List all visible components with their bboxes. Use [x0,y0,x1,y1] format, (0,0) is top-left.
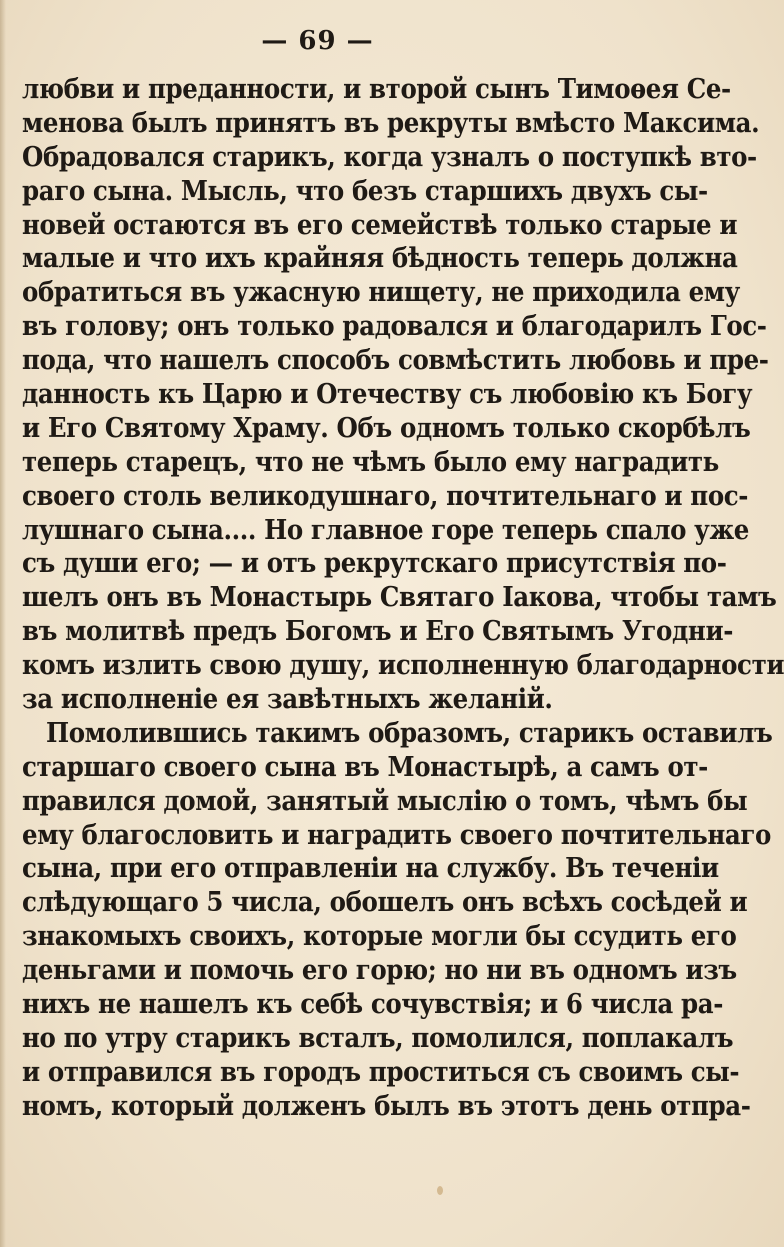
text-line: и Его Святому Храму. Объ одномъ только скорбѣлъ [22,411,751,444]
text-line: Обрадовался старикъ, когда узналъ о поступкѣ вто- [22,140,757,173]
paper-spot [437,1186,443,1195]
text-line: и отправился въ городъ проститься съ своимъ сы- [22,1055,740,1088]
text-line: старшаго своего сына въ Монастырѣ, а самъ от- [22,750,708,783]
body-text [22,72,784,1123]
paragraph-2 [22,716,773,1123]
text-line: любви и преданности, и второй сынъ Тимоѳея Се- [22,72,731,105]
text-line: менова былъ принятъ въ рекруты вмѣсто Максима. [22,106,760,139]
text-line: въ молитвѣ предъ Богомъ и Его Святымъ Угодни- [22,614,733,647]
text-line: лушнаго сына.... Но главное горе теперь спало уже [22,513,749,545]
text-line: комъ излить свою душу, исполненную благодарности [22,648,784,681]
text-line: обратиться въ ужасную нищету, не приходила ему [22,275,740,308]
text-line: съ души его; — и отъ рекрутскаго присутствія по- [22,546,727,579]
page-edge-shadow [0,0,6,1247]
text-line: теперь старецъ, что не чѣмъ было ему наградить [22,445,719,478]
text-line: пода, что нашелъ способъ совмѣстить любовь и пре- [22,343,769,376]
text-line: правился домой, занятый мыслію о томъ, чѣмъ бы [22,784,748,817]
text-line: сына, при его отправленіи на службу. Въ теченіи [22,851,719,884]
page-number: — 69 — [261,26,374,56]
text-line: въ голову; онъ только радовался и благодарилъ Гос- [22,309,767,342]
text-line: Помолившись такимъ образомъ, старикъ оставилъ [46,716,773,749]
text-line: за исполненіе ея завѣтныхъ желаній. [22,682,553,715]
text-line: номъ, который долженъ былъ въ этотъ день отпра- [22,1089,751,1122]
text-line: знакомыхъ своихъ, которые могли бы ссудить его [22,919,737,952]
text-line: шелъ онъ въ Монастырь Святаго Іакова, чтобы тамъ [22,580,777,613]
text-line: но по утру старикъ всталъ, помолился, поплакалъ [22,1021,734,1054]
text-line: слѣдующаго 5 числа, обошелъ онъ всѣхъ сосѣдей и [22,885,748,918]
text-line: своего столь великодушнаго, почтительнаго и пос- [22,479,749,512]
text-line: новей остаются въ его семействѣ только старые и [22,208,738,240]
text-line: деньгами и помочь его горю; но ни въ одномъ изъ [22,953,737,986]
text-line: ему благословить и наградить своего почтительнаго [22,818,771,850]
text-line: данность къ Царю и Отечеству съ любовію къ Богу [22,377,753,410]
text-line: малые и что ихъ крайняя бѣдность теперь должна [22,241,738,274]
text-line: нихъ не нашелъ къ себѣ сочувствія; и 6 числа ра- [22,987,723,1020]
text-line: раго сына. Мысль, что безъ старшихъ двухъ сы- [22,174,708,207]
paragraph-1 [22,72,784,716]
